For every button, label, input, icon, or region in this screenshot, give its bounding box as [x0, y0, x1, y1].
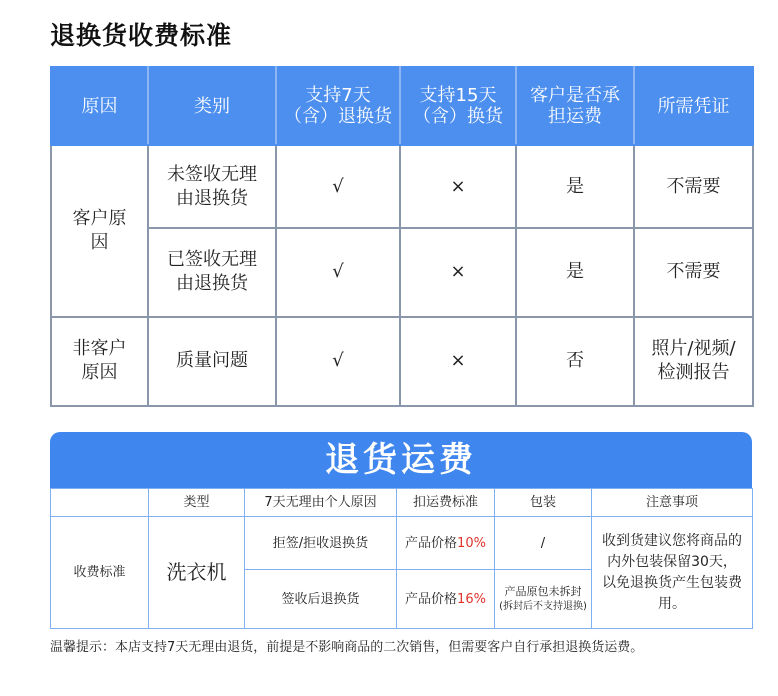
footer-tip: 温馨提示：本店支持7天无理由退货，前提是不影响商品的二次销售，但需要客户自行承担退换货运费。: [50, 640, 644, 655]
customer-pays-cell: 是: [516, 145, 634, 228]
cross-mark: ×: [400, 317, 516, 406]
required-proof-cell: 照片/视频/检测报告: [634, 317, 753, 406]
standard-prefix: 产品价格: [405, 535, 458, 551]
check-mark: √: [276, 145, 400, 228]
product-type: 洗衣机: [149, 517, 245, 629]
check-mark: √: [276, 228, 400, 316]
reason-cell: 签收后退换货: [245, 570, 397, 629]
standard-prefix: 产品价格: [405, 591, 458, 607]
required-proof-cell: 不需要: [634, 228, 753, 316]
page-title: 退换货收费标准: [50, 21, 233, 50]
table-header-row: [51, 489, 753, 517]
required-proof-cell: 不需要: [634, 145, 753, 228]
header-customer-pays: 客户是否承担运费: [516, 67, 634, 145]
notes-cell: 收到货建议您将商品的内外包装保留30天，以免退换货产生包装费用。: [592, 517, 753, 629]
table-row: [51, 517, 753, 570]
category-cell: 未签收无理由退换货: [148, 145, 276, 228]
header-category: 类别: [148, 67, 276, 145]
cross-mark: ×: [400, 145, 516, 228]
package-cell: [495, 570, 592, 629]
table-row: [51, 228, 753, 316]
standard-cell: [397, 517, 495, 570]
shipping-fee-table: [50, 488, 753, 629]
header-type: 类型: [149, 489, 245, 517]
customer-pays-cell: 是: [516, 228, 634, 316]
category-cell: 已签收无理由退换货: [148, 228, 276, 316]
cross-mark: ×: [400, 228, 516, 316]
package-cell: /: [495, 517, 592, 570]
package-sub: (拆封后不支持退换): [499, 601, 587, 612]
return-shipping-banner: 退货运费: [50, 432, 752, 488]
standard-percent: 16%: [457, 591, 486, 607]
table-row: [51, 317, 753, 406]
header-reason: 7天无理由个人原因: [245, 489, 397, 517]
group-noncustomer-reason: 非客户原因: [51, 317, 148, 406]
header-blank: [51, 489, 149, 517]
standard-percent: 10%: [457, 535, 486, 551]
header-package: 包装: [495, 489, 592, 517]
header-reason: 原因: [51, 67, 148, 145]
standard-cell: [397, 570, 495, 629]
return-policy-table: [50, 66, 754, 407]
header-fifteen-day: 支持15天（含）换货: [400, 67, 516, 145]
package-main: 产品原包未拆封: [504, 585, 582, 598]
header-standard: 扣运费标准: [397, 489, 495, 517]
check-mark: √: [276, 317, 400, 406]
header-notes: 注意事项: [592, 489, 753, 517]
group-customer-reason: [51, 145, 148, 317]
header-seven-day: 支持7天（含）退换货: [276, 67, 400, 145]
category-cell: 质量问题: [148, 317, 276, 406]
customer-pays-cell: 否: [516, 317, 634, 406]
reason-cell: 拒签/拒收退换货: [245, 517, 397, 570]
charge-standard-label: 收费标准: [51, 517, 149, 629]
table-row: [51, 145, 753, 228]
group-label: 客户原因: [72, 207, 127, 253]
header-required-proof: 所需凭证: [634, 67, 753, 145]
table-header-row: [51, 67, 753, 145]
